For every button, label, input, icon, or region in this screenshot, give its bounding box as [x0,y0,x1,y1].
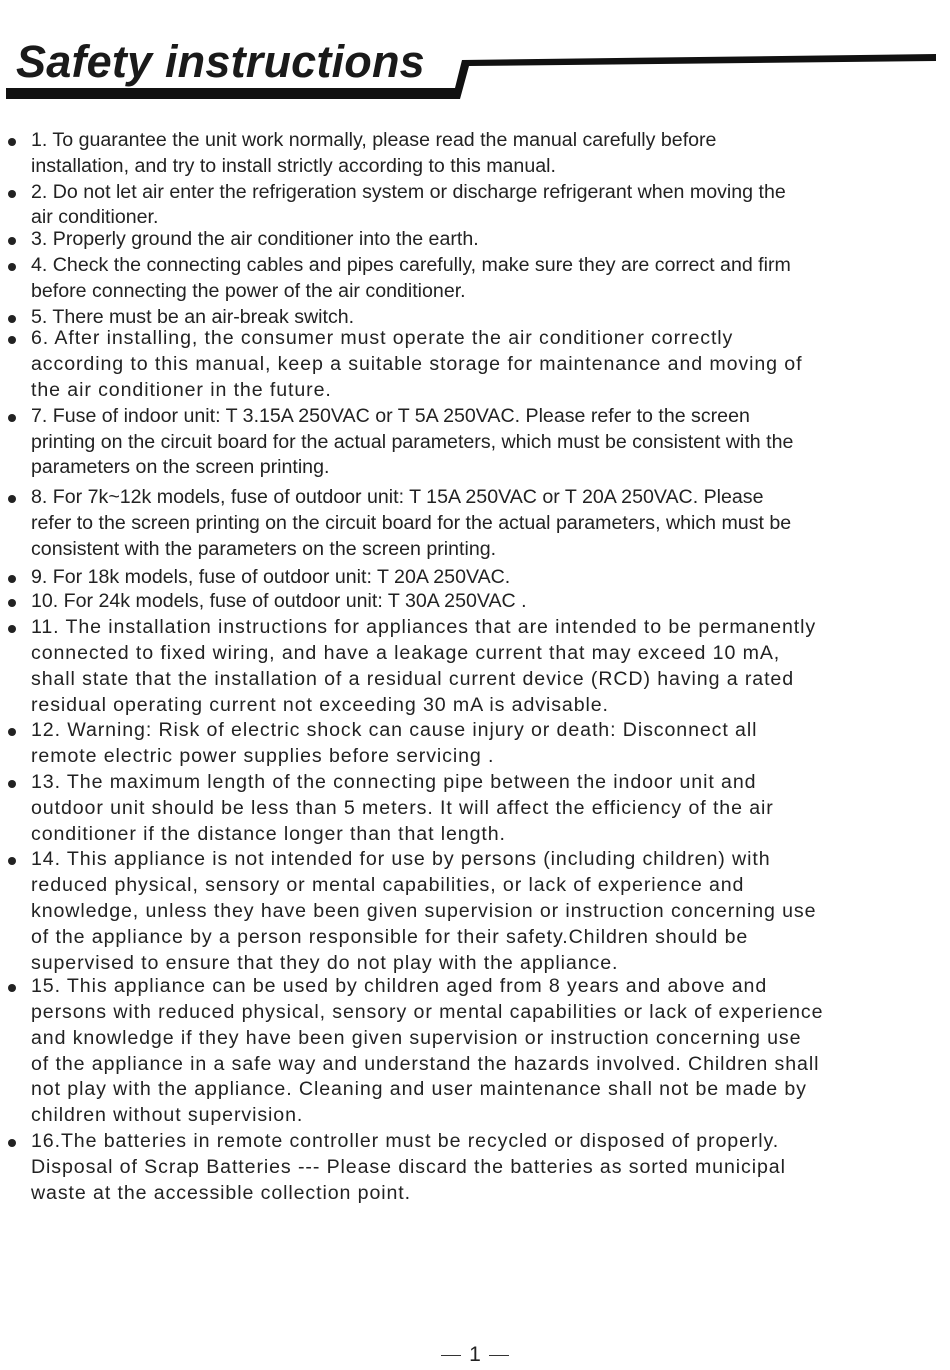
item-text: 14. This appliance is not intended for use by persons (including children) with reduced physical, sensory or mental capabilities, or lack of experience and knowledge, unless they have been given supervision or instruction concerning use of the appliance by a person responsible for their safety.Children should be supervised to ensure that they do not play with the appliance. [31,848,817,974]
list-item [0,565,950,591]
list-item [0,847,950,976]
list-item [0,1129,950,1206]
page-number: 1 [469,1343,481,1366]
item-text: 2. Do not let air enter the refrigeration system or discharge refrigerant when moving the air conditioner. [31,180,786,229]
list-item [0,770,950,847]
item-text: 5. There must be an air-break switch. [31,305,355,328]
bullet-icon [8,984,16,992]
item-text: 7. Fuse of indoor unit: T 3.15A 250VAC or T 5A 250VAC. Please refer to the screen printing on the circuit board for the actual parameters, which must be consistent with the parameters on the screen printing. [31,404,794,479]
list-item [0,615,950,718]
page-title: Safety instructions [16,36,425,87]
item-text: 6. After installing, the consumer must operate the air conditioner correctly according to this manual, keep a suitable storage for maintenance and moving of the air conditioner in the future. [31,327,803,401]
footer-dash-right [489,1355,509,1356]
safety-instructions-list [0,128,950,1206]
bullet-icon [8,263,16,271]
bullet-icon [8,237,16,245]
item-text: 15. This appliance can be used by children aged from 8 years and above and persons with reduced physical, sensory or mental capabilities or lack of experience and knowledge if they have been given supervision or instruction concerning use of the appliance in a safe way and understand the hazards involved. Children shall not play with the appliance. Cleaning and user maintenance shall not be made by children without supervision. [31,975,824,1127]
list-item [0,253,950,305]
bullet-icon [8,190,16,198]
list-item [0,974,950,1129]
bullet-icon [8,138,16,146]
bullet-icon [8,625,16,633]
list-item [0,180,950,232]
list-item [0,227,950,253]
list-item [0,404,950,481]
item-text: 9. For 18k models, fuse of outdoor unit: T 20A 250VAC. [31,565,511,588]
bullet-icon [8,857,16,865]
list-item [0,128,950,180]
item-text: 3. Properly ground the air conditioner into the earth. [31,228,479,251]
list-item [0,485,950,562]
bullet-icon [8,1139,16,1147]
item-text: 4. Check the connecting cables and pipes carefully, make sure they are correct and firm before connecting the power of the air conditioner. [31,253,791,302]
item-text: 13. The maximum length of the connecting pipe between the indoor unit and outdoor unit should be less than 5 meters. It will affect the efficiency of the air conditioner if the distance longer than that length. [31,770,774,845]
bullet-icon [8,315,16,323]
bullet-icon [8,599,16,607]
footer-dash-left [441,1355,461,1356]
item-text: 1. To guarantee the unit work normally, please read the manual carefully before installation, and try to install strictly according to this manual. [31,129,717,177]
list-item [0,326,950,403]
header-rule [0,0,950,105]
list-item [0,718,950,770]
item-text: 16.The batteries in remote controller must be recycled or disposed of properly. Disposal of Scrap Batteries --- Please discard the batteries as sorted municipal waste at the accessible collection point. [31,1130,786,1204]
bullet-icon [8,780,16,788]
page-footer [0,1343,950,1367]
item-text: 11. The installation instructions for appliances that are intended to be permanently connected to fixed wiring, and have a leakage current that may exceed 10 mA, shall state that the installation of a residual current device (RCD) having a rated residual operating current not exceeding 30 mA is advisable. [31,616,817,716]
bullet-icon [8,575,16,583]
bullet-icon [8,414,16,422]
item-text: 8. For 7k~12k models, fuse of outdoor unit: T 15A 250VAC or T 20A 250VAC. Please refer to the screen printing on the circuit board for the actual parameters, which must be consistent with the parameters on the screen printing. [31,486,792,560]
item-text: 12. Warning: Risk of electric shock can cause injury or death: Disconnect all remote electric power supplies before servicing . [31,719,758,768]
item-text: 10. For 24k models, fuse of outdoor unit: T 30A 250VAC . [31,590,527,613]
bullet-icon [8,495,16,503]
list-item [0,589,950,615]
bullet-icon [8,336,16,344]
bullet-icon [8,728,16,736]
page-header [0,0,950,105]
